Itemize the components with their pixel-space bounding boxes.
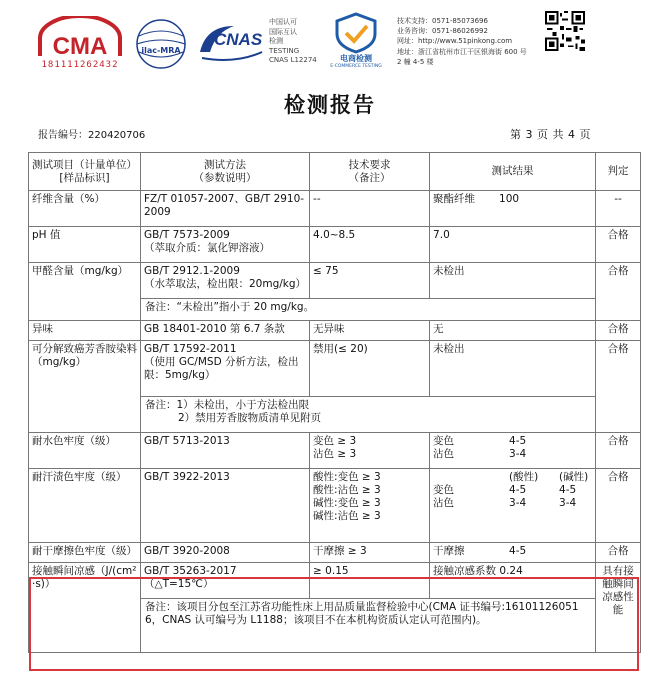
result-header-line [433, 471, 592, 484]
cnas-info-line: 中国认可 [269, 18, 297, 26]
requirement-line: 碱性:沾色 ≥ 3 [313, 510, 381, 522]
contact-line: 地址：浙江省杭州市江干区银海街 600 号 [397, 47, 527, 56]
requirement-cell: 干摩擦 ≥ 3 [310, 543, 430, 563]
requirement-line: 沾色 ≥ 3 [313, 448, 357, 460]
result-cell: 未检出 [430, 263, 596, 299]
ecommerce-subtitle: E-COMMERCE TESTING [330, 64, 382, 69]
result-line [433, 448, 592, 461]
verdict-cell: -- [596, 191, 641, 227]
requirement-line: 变色 ≥ 3 [313, 435, 357, 447]
qr-code-icon [545, 11, 585, 51]
table-row [29, 341, 641, 397]
verdict-cell: 具有接触瞬间凉感性能 [596, 563, 641, 653]
result-cell [430, 543, 596, 563]
ecommerce-testing-logo [325, 12, 387, 72]
note-cell [141, 397, 596, 433]
result-value: 4-5 [559, 484, 577, 496]
note-cell: 备注：该项目分包至江苏省功能性床上用品质量监督检验中心(CMA 证书编号:161011260516，CNAS 认可编号为 L1188；该项目不在本机构资质认定认可范围内)。 [141, 599, 596, 653]
result-cell [430, 469, 596, 543]
verdict-cell: 合格 [596, 321, 641, 341]
cma-mark-icon [34, 16, 126, 60]
requirement-line: 碱性:变色 ≥ 3 [313, 497, 381, 509]
result-value: 3-4 [509, 448, 527, 460]
result-cell: 无 [430, 321, 596, 341]
table-row [29, 433, 641, 469]
result-label: 沾色 [433, 448, 455, 460]
header-item [29, 153, 141, 191]
requirement-cell: ≤ 75 [310, 263, 430, 299]
result-line [433, 484, 592, 497]
item-cell: 耐干摩擦色牢度（级） [29, 543, 141, 563]
page-indicator: 第 3 页 共 4 页 [510, 128, 591, 141]
result-label: 变色 [433, 484, 455, 496]
report-number-value: 220420706 [88, 130, 146, 141]
cnas-info-line: 国际互认 [269, 27, 297, 36]
contact-line: 技术支持：0571-85073696 [397, 17, 488, 25]
result-label: 干摩擦 [433, 545, 465, 557]
contact-info [397, 16, 527, 67]
result-line [433, 497, 592, 510]
result-label: 变色 [433, 435, 455, 447]
header-result: 测试结果 [430, 153, 596, 191]
table-row [29, 227, 641, 263]
requirement-cell: -- [310, 191, 430, 227]
method-cell: GB/T 3922-2013 [141, 469, 310, 543]
header-method-line: （参数说明） [193, 171, 257, 184]
table-row [29, 563, 641, 599]
cnas-info-line: TESTING [269, 46, 300, 55]
item-cell: 可分解致癌芳香胺染料（mg/kg） [29, 341, 141, 433]
verdict-cell: 合格 [596, 263, 641, 321]
result-cell [430, 433, 596, 469]
header-method-line: 测试方法 [204, 158, 247, 171]
result-cell: 未检出 [430, 341, 596, 397]
header-requirement-line: 技术要求 [348, 158, 391, 171]
verdict-cell: 合格 [596, 433, 641, 469]
method-note: （使用 GC/MSD 分析方法，检出限：5mg/kg） [144, 356, 299, 381]
method-cell [141, 263, 310, 299]
verdict-cell: 合格 [596, 469, 641, 543]
method-cell: GB/T 3920-2008 [141, 543, 310, 563]
method-note: （萃取介质：氯化钾溶液） [144, 242, 270, 254]
item-cell: 甲醛含量（mg/kg） [29, 263, 141, 321]
verdict-cell: 合格 [596, 341, 641, 433]
item-cell: pH 值 [29, 227, 141, 263]
item-cell: 异味 [29, 321, 141, 341]
table-header-row [29, 153, 641, 191]
cnas-info-line: 检测 [269, 37, 283, 46]
requirement-cell: ≥ 0.15 [310, 563, 430, 599]
requirement-cell: 禁用(≤ 20) [310, 341, 430, 397]
result-label: 沾色 [433, 497, 455, 509]
cnas-info [269, 18, 317, 66]
item-cell: 接触瞬间凉感（J/(cm²·s)） [29, 563, 141, 653]
cma-number: 181111262432 [41, 60, 119, 70]
shield-check-icon [325, 12, 387, 54]
result-cell: 接触凉感系数 0.24 [430, 563, 596, 599]
cnas-text: CNAS [214, 30, 263, 49]
requirement-cell [310, 469, 430, 543]
method-cell [141, 227, 310, 263]
header-item-line: 测试项目（计量单位） [32, 158, 137, 171]
header-item-line: [样品标识] [59, 171, 110, 184]
ecommerce-label: 电商检测 [340, 54, 372, 63]
result-value: 3-4 [559, 497, 577, 509]
method-note: （水萃取法，检出限：20mg/kg） [144, 278, 307, 290]
header-method [141, 153, 310, 191]
cnas-info-line: CNAS L12274 [269, 56, 317, 65]
result-value: 4-5 [509, 545, 527, 557]
requirement-line: 酸性:沾色 ≥ 3 [313, 484, 381, 496]
table-row [29, 543, 641, 563]
result-value: 100 [499, 193, 520, 205]
header-logos [0, 0, 660, 80]
table-row [29, 469, 641, 543]
note-line: 2）禁用芳香胺物质清单见附页 [178, 412, 322, 424]
requirement-cell [310, 433, 430, 469]
report-number [38, 126, 145, 141]
results-table [28, 152, 641, 653]
cnas-logo [196, 22, 266, 62]
method-cell: GB 18401-2010 第 6.7 条款 [141, 321, 310, 341]
contact-line: 网址：http://www.51pinkong.com [397, 37, 513, 46]
alkali-label: (碱性) [559, 471, 589, 483]
note-cell: 备注：“未检出”指小于 20 mg/kg。 [141, 299, 596, 321]
result-line [433, 435, 592, 448]
result-cell: 7.0 [430, 227, 596, 263]
report-number-label: 报告编号： [38, 130, 88, 141]
method-standard: GB/T 35263-2017 [144, 565, 237, 577]
result-line [433, 545, 592, 558]
method-standard: GB/T 2912.1-2009 [144, 265, 240, 277]
globe-icon [133, 18, 189, 72]
result-value: 3-4 [509, 497, 527, 509]
method-note: （△T=15℃） [144, 578, 214, 590]
header-requirement [310, 153, 430, 191]
method-cell: FZ/T 01057-2007、GB/T 2910-2009 [141, 191, 310, 227]
result-label: 聚酯纤维 [433, 193, 476, 205]
item-cell: 耐水色牢度（级） [29, 433, 141, 469]
contact-line: 业务咨询：0571-86026992 [397, 27, 488, 36]
item-cell: 耐汗渍色牢度（级） [29, 469, 141, 543]
ilac-mra-logo [133, 18, 189, 72]
result-cell [430, 191, 596, 227]
header-requirement-line: （备注） [348, 171, 391, 184]
acid-label: (酸性) [509, 471, 539, 483]
method-cell [141, 563, 310, 599]
header-verdict: 判定 [596, 153, 641, 191]
verdict-cell: 合格 [596, 543, 641, 563]
result-value: 4-5 [509, 484, 527, 496]
cma-text: CMA [52, 33, 108, 60]
contact-line: 2 幢 4-5 楼 [397, 57, 434, 66]
note-line: 备注：1）未检出，小于方法检出限 [145, 399, 310, 411]
requirement-cell: 4.0~8.5 [310, 227, 430, 263]
requirement-cell: 无异味 [310, 321, 430, 341]
result-value: 4-5 [509, 435, 527, 447]
requirement-line: 酸性:变色 ≥ 3 [313, 471, 381, 483]
item-cell: 纤维含量（%） [29, 191, 141, 227]
table-row [29, 321, 641, 341]
method-cell [141, 341, 310, 397]
page-title: 检测报告 [284, 92, 376, 117]
method-standard: GB/T 17592-2011 [144, 343, 237, 355]
method-cell: GB/T 5713-2013 [141, 433, 310, 469]
table-row [29, 263, 641, 299]
table-row [29, 191, 641, 227]
cma-logo [34, 16, 126, 72]
verdict-cell: 合格 [596, 227, 641, 263]
ilac-text: ilac-MRA [141, 46, 181, 55]
method-standard: GB/T 7573-2009 [144, 229, 230, 241]
